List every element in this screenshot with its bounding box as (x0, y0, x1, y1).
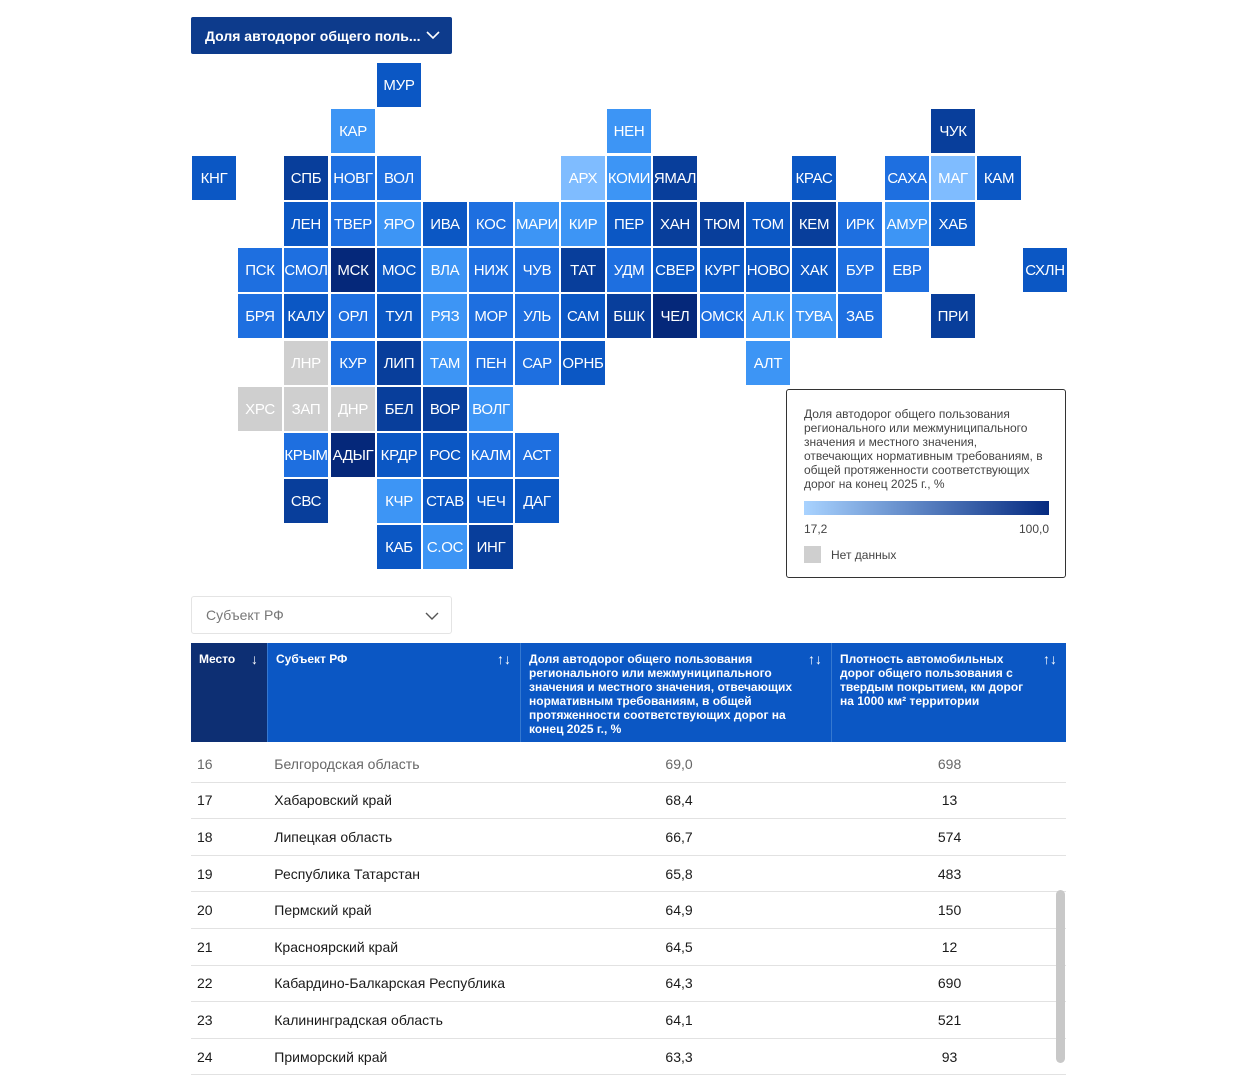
region-tile-хрс[interactable]: ХРС (238, 387, 282, 431)
region-tile-коми[interactable]: КОМИ (607, 156, 651, 200)
share-cell: 64,1 (665, 1011, 693, 1028)
region-tile-арх[interactable]: АРХ (561, 156, 605, 200)
column-header-share[interactable] (520, 643, 831, 742)
region-tile-хан[interactable]: ХАН (653, 202, 697, 246)
column-header-subject[interactable] (267, 643, 520, 742)
region-tile-крдр[interactable]: КРДР (377, 433, 421, 477)
region-tile-пен[interactable]: ПЕН (469, 341, 513, 385)
legend-no-data (804, 546, 1048, 563)
table-row[interactable] (191, 966, 1066, 1003)
table-row[interactable] (191, 819, 1066, 856)
column-header-density[interactable] (831, 643, 1066, 742)
no-data-swatch (804, 546, 821, 563)
region-tile-мск[interactable]: МСК (331, 248, 375, 292)
table-body (191, 746, 1066, 1075)
region-tile-калу[interactable]: КАЛУ (284, 294, 328, 338)
share-cell: 64,3 (665, 975, 693, 992)
region-tile-кар[interactable]: КАР (331, 109, 375, 153)
subject-cell: Пермский край (274, 902, 372, 919)
region-tile-маг[interactable]: МАГ (931, 156, 975, 200)
chevron-down-icon (425, 609, 439, 623)
region-tile-там[interactable]: ТАМ (423, 341, 467, 385)
density-cell: 150 (937, 902, 962, 919)
share-cell: 65,8 (665, 865, 693, 882)
region-tile-кург[interactable]: КУРГ (700, 248, 744, 292)
subject-cell: Липецкая область (274, 828, 393, 845)
table-row[interactable] (191, 892, 1066, 929)
region-tile-волг[interactable]: ВОЛГ (469, 387, 513, 431)
table-scrollbar[interactable] (1056, 890, 1065, 1063)
region-tile-лнр[interactable]: ЛНР (284, 341, 328, 385)
region-tile-крас[interactable]: КРАС (792, 156, 836, 200)
region-tile-мари[interactable]: МАРИ (515, 202, 559, 246)
rank-cell: 19 (197, 865, 213, 882)
indicator-dropdown-label: Доля автодорог общего поль... (205, 27, 421, 44)
map-legend (786, 389, 1066, 578)
region-tile-хак[interactable]: ХАК (792, 248, 836, 292)
region-tile-сам[interactable]: САМ (561, 294, 605, 338)
legend-scale (804, 522, 1049, 536)
region-tile-вла[interactable]: ВЛА (423, 248, 467, 292)
share-cell: 63,3 (665, 1048, 693, 1065)
sort-icon: ↑↓ (808, 651, 822, 667)
region-tile-с.ос[interactable]: С.ОС (423, 525, 467, 569)
subject-cell: Белгородская область (274, 755, 420, 772)
region-tile-ряз[interactable]: РЯЗ (423, 294, 467, 338)
sort-down-icon: ↓ (251, 651, 258, 667)
no-data-label: Нет данных (831, 547, 897, 562)
table-header (191, 643, 1066, 742)
region-tile-кчр[interactable]: КЧР (377, 479, 421, 523)
subject-cell: Республика Татарстан (274, 865, 421, 882)
region-tile-саха[interactable]: САХА (885, 156, 929, 200)
region-tile-тюм[interactable]: ТЮМ (700, 202, 744, 246)
region-tile-став[interactable]: СТАВ (423, 479, 467, 523)
region-tile-алт[interactable]: АЛТ (746, 341, 790, 385)
density-cell: 483 (937, 865, 962, 882)
density-cell: 93 (941, 1048, 958, 1065)
subject-cell: Красноярский край (274, 938, 399, 955)
region-tile-вол[interactable]: ВОЛ (377, 156, 421, 200)
sort-icon: ↑↓ (497, 651, 511, 667)
region-tile-каб[interactable]: КАБ (377, 525, 421, 569)
region-tile-бел[interactable]: БЕЛ (377, 387, 421, 431)
rank-cell: 21 (197, 938, 213, 955)
region-tile-мор[interactable]: МОР (469, 294, 513, 338)
share-cell: 66,7 (665, 828, 693, 845)
rank-cell: 17 (197, 792, 213, 809)
density-cell: 13 (941, 792, 958, 809)
region-tile-рос[interactable]: РОС (423, 433, 467, 477)
region-tile-орл[interactable]: ОРЛ (331, 294, 375, 338)
region-tile-ново[interactable]: НОВО (746, 248, 790, 292)
region-tile-адыг[interactable]: АДЫГ (331, 433, 375, 477)
region-tile-чел[interactable]: ЧЕЛ (653, 294, 697, 338)
subject-cell: Калининградская область (274, 1011, 443, 1028)
region-tile-даг[interactable]: ДАГ (515, 479, 559, 523)
rank-cell: 23 (197, 1011, 213, 1028)
density-cell: 12 (941, 938, 958, 955)
region-tile-сар[interactable]: САР (515, 341, 559, 385)
region-tile-пер[interactable]: ПЕР (607, 202, 651, 246)
region-tile-заб[interactable]: ЗАБ (838, 294, 882, 338)
density-cell: 690 (937, 975, 962, 992)
density-cell: 521 (937, 1011, 962, 1028)
column-header-subject-label: Субъект РФ (276, 652, 348, 666)
region-tile-при[interactable]: ПРИ (931, 294, 975, 338)
region-tile-твер[interactable]: ТВЕР (331, 202, 375, 246)
density-cell: 698 (937, 755, 962, 772)
region-tile-пск[interactable]: ПСК (238, 248, 282, 292)
region-tile-кнг[interactable]: КНГ (192, 156, 236, 200)
column-header-density-label: Плотность автомобильных дорог общего пользования с твердым покрытием, км дорог на 1000 км² территории (840, 652, 1024, 708)
legend-min: 17,2 (804, 522, 828, 536)
region-tile-бур[interactable]: БУР (838, 248, 882, 292)
region-tile-уль[interactable]: УЛЬ (515, 294, 559, 338)
table-row[interactable] (191, 783, 1066, 820)
region-tile-кем[interactable]: КЕМ (792, 202, 836, 246)
column-header-rank-label: Место (199, 652, 236, 666)
subject-cell: Кабардино-Балкарская Республика (274, 975, 506, 992)
column-header-share-label: Доля автодорог общего пользования регионального или межмуниципального значения и местного значения, отвечающих нормативным требованиям, в общей протяженности соответствующих дорог на конец 2025 г., % (529, 652, 793, 736)
column-header-rank[interactable] (191, 643, 267, 742)
rank-cell: 20 (197, 902, 213, 919)
region-tile-кам[interactable]: КАМ (977, 156, 1021, 200)
region-tile-аст[interactable]: АСТ (515, 433, 559, 477)
region-tile-бшк[interactable]: БШК (607, 294, 651, 338)
density-cell: 574 (937, 828, 962, 845)
region-tile-тат[interactable]: ТАТ (561, 248, 605, 292)
region-tile-спб[interactable]: СПБ (284, 156, 328, 200)
table-row[interactable] (191, 856, 1066, 893)
region-tile-инг[interactable]: ИНГ (469, 525, 513, 569)
legend-title: Доля автодорог общего пользования регионального или межмуниципального значения и местного значения, отвечающих нормативным требованиям, в общей протяженности соответствующих дорог на конец 2025 г., % (804, 407, 1043, 491)
subject-cell: Хабаровский край (274, 792, 392, 809)
region-tile-кос[interactable]: КОС (469, 202, 513, 246)
region-tile-тува[interactable]: ТУВА (792, 294, 836, 338)
region-tile-евр[interactable]: ЕВР (885, 248, 929, 292)
subject-cell: Приморский край (274, 1048, 388, 1065)
region-tile-ирк[interactable]: ИРК (838, 202, 882, 246)
region-tile-схлн[interactable]: СХЛН (1023, 248, 1067, 292)
share-cell: 69,0 (665, 755, 693, 772)
region-tile-нен[interactable]: НЕН (607, 109, 651, 153)
region-tile-ива[interactable]: ИВА (423, 202, 467, 246)
region-tile-вор[interactable]: ВОР (423, 387, 467, 431)
region-tile-орнб[interactable]: ОРНБ (561, 341, 605, 385)
region-tile-тул[interactable]: ТУЛ (377, 294, 421, 338)
share-cell: 68,4 (665, 792, 693, 809)
subject-dropdown-placeholder: Субъект РФ (206, 607, 284, 623)
table-row[interactable] (191, 1002, 1066, 1039)
region-tile-чеч[interactable]: ЧЕЧ (469, 479, 513, 523)
region-tile-мур[interactable]: МУР (377, 63, 421, 107)
region-tile-яро[interactable]: ЯРО (377, 202, 421, 246)
subject-dropdown[interactable] (191, 596, 452, 634)
region-tile-том[interactable]: ТОМ (746, 202, 790, 246)
region-tile-чув[interactable]: ЧУВ (515, 248, 559, 292)
region-tile-ал.к[interactable]: АЛ.К (746, 294, 790, 338)
region-tile-зап[interactable]: ЗАП (284, 387, 328, 431)
region-tile-лип[interactable]: ЛИП (377, 341, 421, 385)
region-tile-ямал[interactable]: ЯМАЛ (653, 156, 697, 200)
region-tile-амур[interactable]: АМУР (885, 202, 929, 246)
region-tile-днр[interactable]: ДНР (331, 387, 375, 431)
region-tile-ниж[interactable]: НИЖ (469, 248, 513, 292)
region-tile-свер[interactable]: СВЕР (653, 248, 697, 292)
table-row[interactable] (191, 929, 1066, 966)
rank-cell: 16 (197, 755, 213, 772)
region-tile-удм[interactable]: УДМ (607, 248, 651, 292)
region-tile-свс[interactable]: СВС (284, 479, 328, 523)
table-row[interactable] (191, 746, 1066, 783)
region-tile-хаб[interactable]: ХАБ (931, 202, 975, 246)
rank-cell: 18 (197, 828, 213, 845)
rank-cell: 22 (197, 975, 213, 992)
legend-max: 100,0 (1018, 522, 1049, 536)
region-tile-мос[interactable]: МОС (377, 248, 421, 292)
region-tile-кир[interactable]: КИР (561, 202, 605, 246)
sort-icon: ↑↓ (1043, 651, 1057, 667)
region-tile-кур[interactable]: КУР (331, 341, 375, 385)
region-tile-лен[interactable]: ЛЕН (284, 202, 328, 246)
region-tile-смол[interactable]: СМОЛ (284, 248, 328, 292)
region-tile-чук[interactable]: ЧУК (931, 109, 975, 153)
region-tile-новг[interactable]: НОВГ (331, 156, 375, 200)
region-tile-крым[interactable]: КРЫМ (284, 433, 328, 477)
share-cell: 64,9 (665, 902, 693, 919)
region-tile-бря[interactable]: БРЯ (238, 294, 282, 338)
table-row[interactable] (191, 1039, 1066, 1075)
share-cell: 64,5 (665, 938, 693, 955)
region-tile-омск[interactable]: ОМСК (700, 294, 744, 338)
region-tile-калм[interactable]: КАЛМ (469, 433, 513, 477)
legend-gradient-bar (804, 501, 1049, 515)
rank-cell: 24 (197, 1048, 213, 1065)
